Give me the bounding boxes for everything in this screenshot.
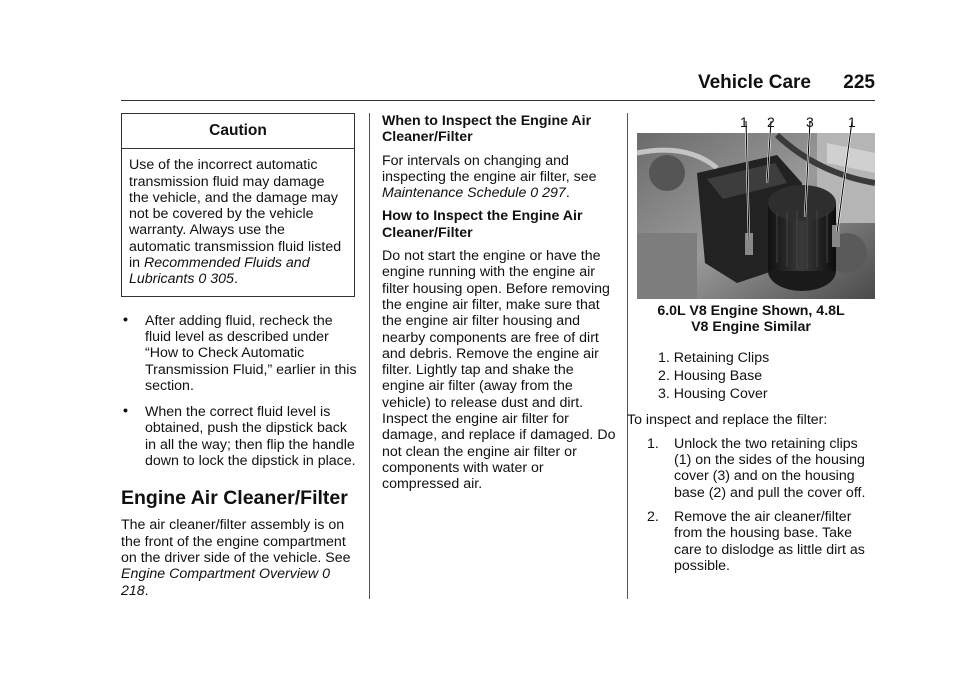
maintenance-schedule-link[interactable]: Maintenance Schedule: [382, 185, 527, 202]
procedure-step: [627, 436, 875, 501]
list-item: 3. Housing Cover: [658, 386, 768, 403]
caution-ref-link[interactable]: Recommended Fluids and Lubricants: [129, 255, 310, 288]
subheading: How to Inspect the Engine Air Cleaner/Filter: [382, 208, 583, 241]
parts-list: [658, 350, 875, 403]
caption-line: 6.0L V8 Engine Shown, 4.8L: [657, 303, 845, 319]
section-heading: Engine Air Cleaner/Filter: [121, 487, 348, 510]
bullet-text: After adding fluid, recheck the fluid level as described under “How to Check Automatic Transmission Fluid,” earlier in this section.: [145, 312, 357, 394]
procedure-intro: To inspect and replace the filter:: [627, 412, 828, 429]
engine-compartment-link[interactable]: Engine Compartment Overview: [121, 566, 319, 583]
ref-page[interactable]: 297: [542, 185, 566, 202]
list-item: [121, 313, 357, 394]
list-item: [121, 404, 357, 469]
ref-page[interactable]: 218: [121, 582, 145, 599]
intro-end: .: [144, 582, 149, 599]
list-item: 2. Housing Base: [658, 367, 763, 384]
intro-text: The air cleaner/filter assembly is on the front of the engine compartment on the driver side of the vehicle. See: [121, 517, 351, 566]
list-item: 1. Retaining Clips: [658, 349, 770, 366]
subheading: When to Inspect the Engine Air Cleaner/Filter: [382, 113, 592, 146]
figure-caption: [627, 303, 875, 336]
engine-air-filter-photo: [627, 113, 875, 299]
page-ref-icon: 0: [530, 185, 539, 202]
callout-label: 1: [848, 114, 856, 130]
column-divider: [369, 113, 370, 599]
column-left: [121, 113, 357, 606]
column-right: [627, 113, 875, 574]
air-cleaner-intro: [121, 517, 357, 598]
step-text: Remove the air cleaner/filter from the housing base. Take care to dislodge as little dirt as possible.: [674, 508, 865, 574]
caution-text: Use of the incorrect automatic transmission fluid may damage the vehicle, and the damage may not be covered by the vehicle warranty. Always use the automatic transmission fluid listed in: [129, 157, 342, 272]
page-number: 225: [843, 72, 875, 93]
step-number: 1.: [647, 435, 659, 452]
when-inspect-text: [382, 153, 616, 202]
callout-label: 3: [806, 114, 814, 130]
bullet-marker: •: [123, 403, 128, 420]
bullet-marker: •: [123, 311, 128, 328]
body-end: .: [565, 185, 570, 202]
caution-title: Caution: [122, 114, 354, 149]
callout-label: 1: [740, 114, 748, 130]
caution-box: [121, 113, 355, 297]
page-header: [121, 66, 875, 101]
step-number: 2.: [647, 508, 659, 525]
body-text: For intervals on changing and inspecting the engine air filter, see: [382, 152, 597, 185]
callout-label: 2: [767, 114, 775, 130]
section-title: Vehicle Care: [697, 72, 811, 93]
engine-photo-illustration: [627, 113, 875, 299]
procedure-step: [627, 509, 875, 574]
how-inspect-text: Do not start the engine or have the engine running with the engine air filter housing open. Before removing the engine air filter, make sure that the engine air filter housing and nearby components are free of dirt and debris. Remove the engine air filter. Lightly tap and shake the engine air filter (away from the vehicle) to release dust and dirt. Inspect the engine air filter for damage, and replace if damaged. Do not clean the engine air filter or components with water or compressed air.: [382, 248, 616, 493]
page-ref-icon: 0: [198, 271, 207, 288]
caution-body: [122, 149, 354, 295]
caution-end: .: [233, 271, 238, 288]
step-text: Unlock the two retaining clips (1) on the sides of the housing cover (3) and on the housing base (2) and pull the cover off.: [674, 435, 866, 501]
caption-line: V8 Engine Similar: [691, 319, 811, 336]
page-ref-icon: 0: [322, 566, 330, 583]
bullet-text: When the correct fluid level is obtained, push the dipstick back in all the way; then flip the handle down to lock the dipstick in place.: [145, 404, 356, 470]
column-middle: [382, 113, 616, 500]
caution-ref-page[interactable]: 305: [210, 271, 234, 288]
